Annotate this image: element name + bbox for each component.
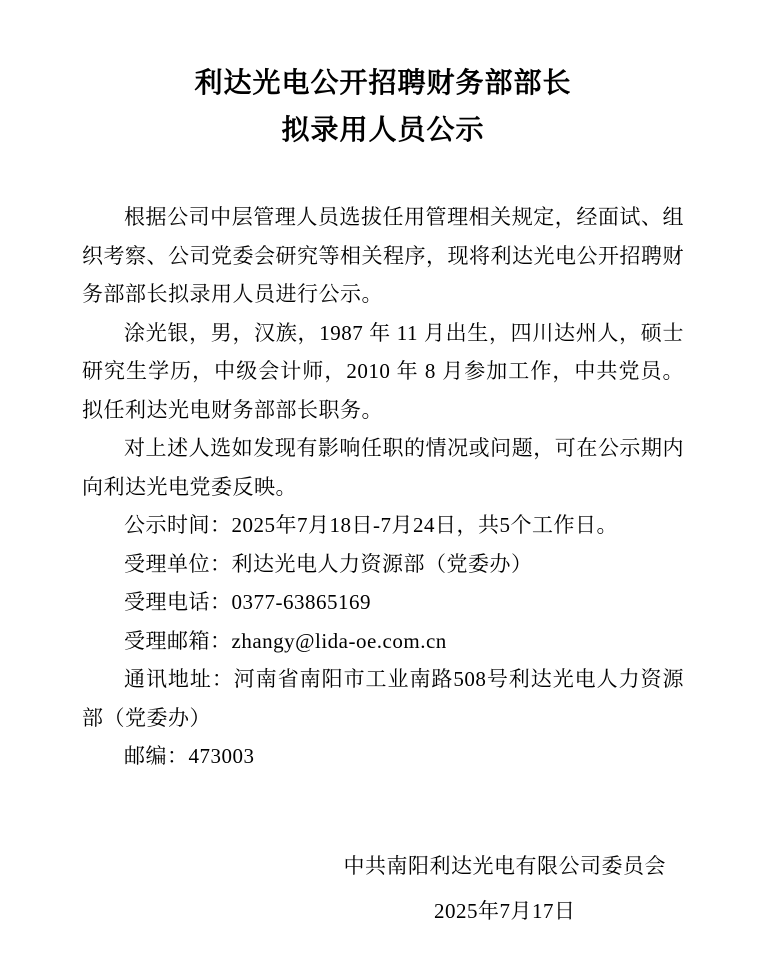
signature-date: 2025年7月17日 [434, 898, 576, 923]
title-line-2: 拟录用人员公示 [281, 115, 485, 146]
signature-organization: 中共南阳利达光电有限公司委员会 [343, 853, 666, 878]
postal-code-line: 邮编：473003 [124, 744, 255, 768]
title-line-1: 利达光电公开招聘财务部部长 [194, 68, 572, 99]
signature-block [344, 844, 667, 934]
feedback-paragraph: 对上述人选如发现有影响任职的情况或问题，可在公示期内向利达光电党委反映。 [82, 436, 684, 499]
document-body [82, 198, 684, 776]
publicity-period-line: 公示时间：2025年7月18日-7月24日，共5个工作日。 [124, 513, 618, 537]
accepting-email-line: 受理邮箱：zhangy@lida-oe.com.cn [124, 628, 447, 653]
candidate-info-paragraph: 涂光银，男，汉族，1987 年 11 月出生，四川达州人，硕士研究生学历，中级会计师，2010 年 8 月参加工作，中共党员。拟任利达光电财务部部长职务。 [82, 320, 684, 422]
document-title [82, 60, 684, 154]
accepting-phone-line: 受理电话：0377-63865169 [124, 590, 371, 614]
intro-paragraph: 根据公司中层管理人员选拔任用管理相关规定，经面试、组织考察、公司党委会研究等相关程序，现将利达光电公开招聘财务部部长拟录用人员进行公示。 [82, 205, 684, 306]
mailing-address-line: 通讯地址：河南省南阳市工业南路508号利达光电人力资源部（党委办） [82, 667, 684, 730]
accepting-unit-line: 受理单位：利达光电人力资源部（党委办） [124, 551, 533, 576]
